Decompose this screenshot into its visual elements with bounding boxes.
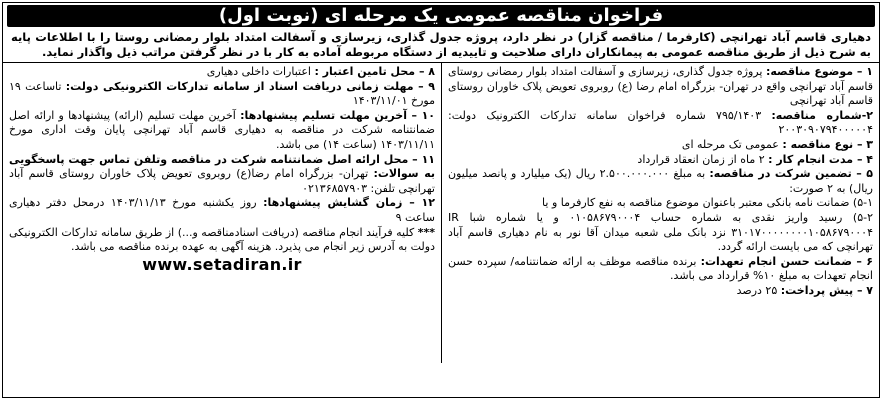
tender-notice xyxy=(2,2,880,398)
website-link[interactable]: www.setadiran.ir xyxy=(142,254,302,274)
item-funding: ۸ – محل تامین اعتبار : اعتبارات داخلی دهیاری xyxy=(206,65,435,78)
left-column xyxy=(3,63,441,363)
item-performance-bond: ۶ – ضمانت حسن انجام تعهدات: برنده مناقصه موظف به ارائه ضمانتنامه/ سپرده حسن انجام تعهدات به مبلغ ۱۰% قرارداد می باشد. xyxy=(448,254,874,283)
item-submission-deadline: ۱۰ – آخرین مهلت تسلیم پیشنهادها: آخرین مهلت تسلیم (ارائه) پیشنهادها و ارائه اصل ضمانتنامه شرکت در مناقصه به دهیاری قاسم آباد تهرانچی پایان وقت اداری مورخ ۱۴۰۳/۱۱/۱۱ (ساعت ۱۴) می باشد. xyxy=(9,108,436,151)
item-tender-number: ۲-شماره مناقصه: ۷۹۵/۱۴۰۳ شماره فراخوان سامانه تدارکات الکترونیک دولت: ۲۰۰۳۰۹۰۷۹۴۰۰۰۰۰۴ xyxy=(448,108,873,137)
item-prepayment: ۷ – پیش پرداخت: ۲۵ درصد xyxy=(736,283,873,297)
item-contact: ۱۱ – محل ارائه اصل ضمانتنامه شرکت در مناقصه وتلفن تماس جهت پاسخگویی به سوالات: تهران- بزرگراه امام رضا(ع) روبروی تعویض پلاک خاوران روستای قاسم آباد تهرانچی تلفن: ۰۲۱۳۶۸۵۷۹۰۳ xyxy=(9,152,435,195)
intro-paragraph: دهیاری قاسم آباد تهرانچی (کارفرما / مناقصه گزار) در نظر دارد، پروژه جدول گذاری، زیرسازی و آسفالت امتداد بلوار رمضانی روستا را با اطلاعات پایه به شرح ذیل از طریق مناقصه عمومی به پیمانکاران دارای صلاحیت و تاییدیه از دستگاه مربوطه آماده به کار با در نظر گرفتن مراتب ذیل واگذار نماید. xyxy=(3,27,879,63)
item-note: *** کلیه فرآیند انجام مناقصه (دریافت اسنادمناقصه و...) از طریق سامانه تدارکات الکترونیکی دولت به آدرس زیر انجام می پذیرد. هزینه آگهی به عهده برنده مناقصه می باشد. xyxy=(9,225,435,254)
item-opening: ۱۲ – زمان گشایش پیشنهادها: روز یکشنبه مورخ ۱۴۰۳/۱۱/۱۳ درمحل دفتر دهیاری ساعت ۹ xyxy=(9,196,435,224)
item-guarantee-cash: ۵-۲) رسید واریز نقدی به شماره حساب ۰۱۰۵۸۶۷۹۰۰۰۴ و یا شماره شبا IR ۳۱۰۱۷۰۰۰۰۰۰۰۰۱۰۵۸۶۷۹۰۰۰۴ نزد بانک ملی شعبه میدان آقا نور به نام دهیاری قاسم آباد تهرانچی که می بایست ارائه گردد. xyxy=(448,210,873,254)
notice-title: فراخوان مناقصه عمومی یک مرحله ای (نوبت اول) xyxy=(7,5,875,27)
right-column xyxy=(441,63,879,363)
item-tender-type: ۳ – نوع مناقصه : عمومی تک مرحله ای xyxy=(681,137,873,151)
item-guarantee-bank: ۵-۱) ضمانت نامه بانکی معتبر باعنوان موضوع مناقصه به نفع کارفرما و یا xyxy=(542,196,873,210)
item-subject: ۱ – موضوع مناقصه: پروژه جدول گذاری، زیرسازی و آسفالت امتداد بلوار رمضانی روستای قاسم آباد تهرانچی واقع در تهران- بزرگراه امام رضا (ع) روبروی تعویض پلاک خاوران روستای قاسم آباد تهرانچی xyxy=(448,65,874,108)
item-document-deadline: ۹ – مهلت زمانی دریافت اسناد از سامانه تدارکات الکترونیکی دولت: تاساعت ۱۹ مورخ ۱۴۰۳/۱۱/۰۱ xyxy=(9,79,436,108)
notice-columns xyxy=(3,63,879,363)
item-duration: ۴ – مدت انجام کار : ۲ ماه از زمان انعقاد قرارداد xyxy=(637,152,873,166)
item-guarantee: ۵ – تضمین شرکت در مناقصه: به مبلغ ۲.۵۰۰.۰۰۰.۰۰۰ ریال (یک میلیارد و پانصد میلیون ریال) به ۲ صورت: xyxy=(448,167,873,195)
